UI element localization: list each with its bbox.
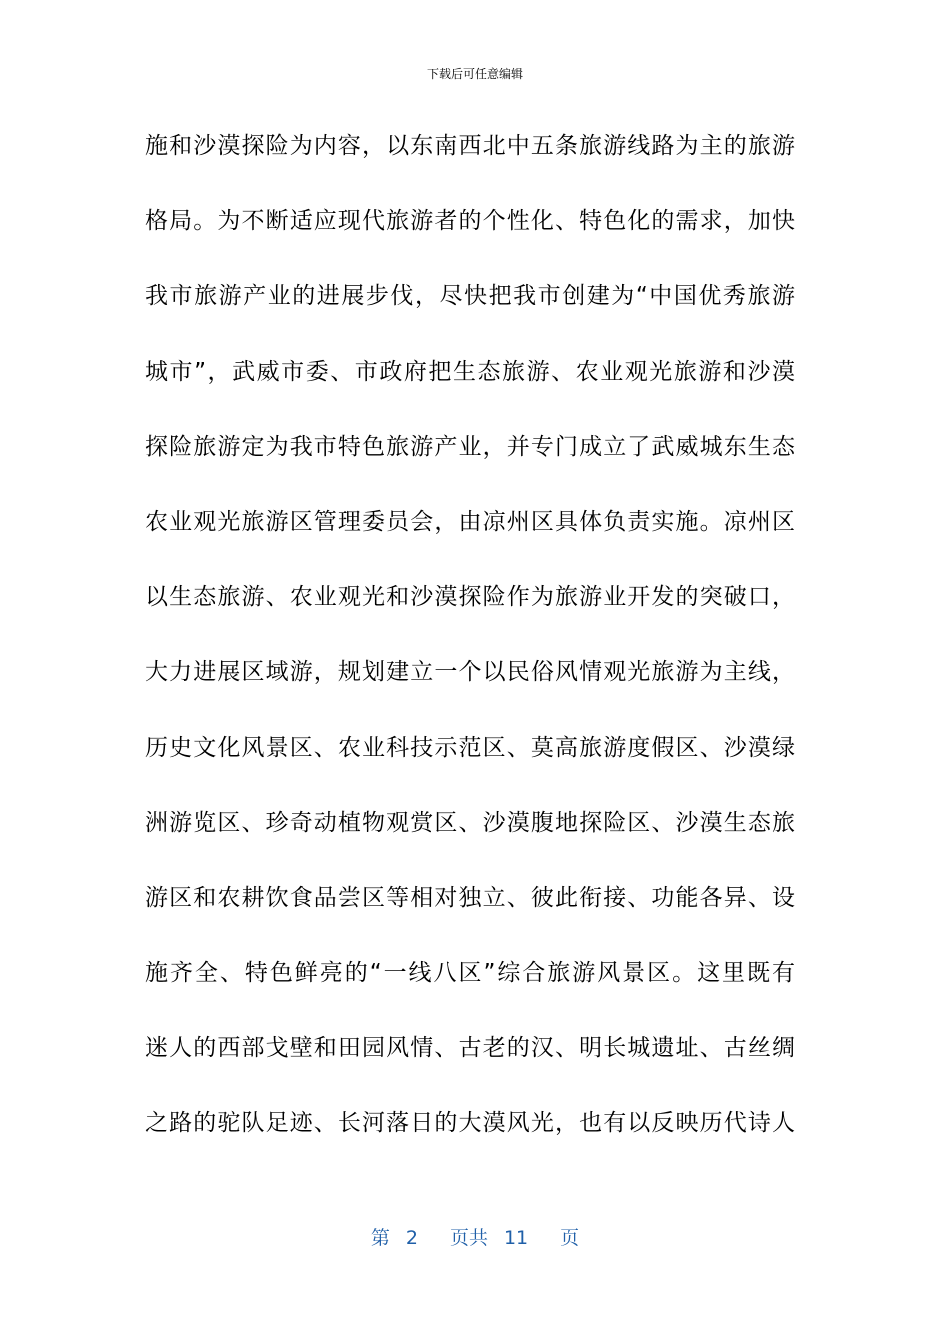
text-line-9: 历史文化风景区、农业科技示范区、莫高旅游度假区、沙漠绿 (145, 734, 795, 761)
text-line-8: 大力进展区域游，规划建立一个以民俗风情观光旅游为主线， (145, 659, 795, 686)
page-total: 11 (503, 1227, 529, 1249)
text-line-13: 迷人的西部戈壁和田园风情、古老的汉、明长城遗址、古丝绸 (145, 1035, 795, 1062)
text-line-10: 洲游览区、珍奇动植物观赏区、沙漠腹地探险区、沙漠生态旅 (145, 809, 795, 836)
text-line-4: 城市”，武威市委、市政府把生态旅游、农业观光旅游和沙漠 (145, 358, 795, 385)
page-footer (0, 1226, 950, 1250)
text-line-12: 施齐全、特色鲜亮的“一线八区”综合旅游风景区。这里既有 (145, 960, 795, 987)
page-suffix: 页 (560, 1227, 580, 1249)
text-line-7: 以生态旅游、农业观光和沙漠探险作为旅游业开发的突破口， (145, 584, 795, 611)
text-line-14: 之路的驼队足迹、长河落日的大漠风光，也有以反映历代诗人 (145, 1110, 795, 1137)
text-line-11: 游区和农耕饮食品尝区等相对独立、彼此衔接、功能各异、设 (145, 884, 795, 911)
text-line-6: 农业观光旅游区管理委员会，由凉州区具体负责实施。凉州区 (145, 508, 795, 535)
text-line-2: 格局。为不断适应现代旅游者的个性化、特色化的需求，加快 (145, 208, 795, 235)
page-header (0, 66, 950, 82)
text-line-3: 我市旅游产业的进展步伐，尽快把我市创建为“中国优秀旅游 (145, 283, 795, 310)
page-middle: 页共 (449, 1227, 488, 1249)
text-line-5: 探险旅游定为我市特色旅游产业，并专门成立了武威城东生态 (145, 433, 795, 460)
text-line-1: 施和沙漠探险为内容，以东南西北中五条旅游线路为主的旅游 (145, 133, 795, 159)
page-prefix: 第 (370, 1227, 390, 1249)
header-text: 下载后可任意编辑 (426, 67, 523, 81)
page-number: 2 (405, 1227, 418, 1249)
document-body (145, 127, 795, 1180)
